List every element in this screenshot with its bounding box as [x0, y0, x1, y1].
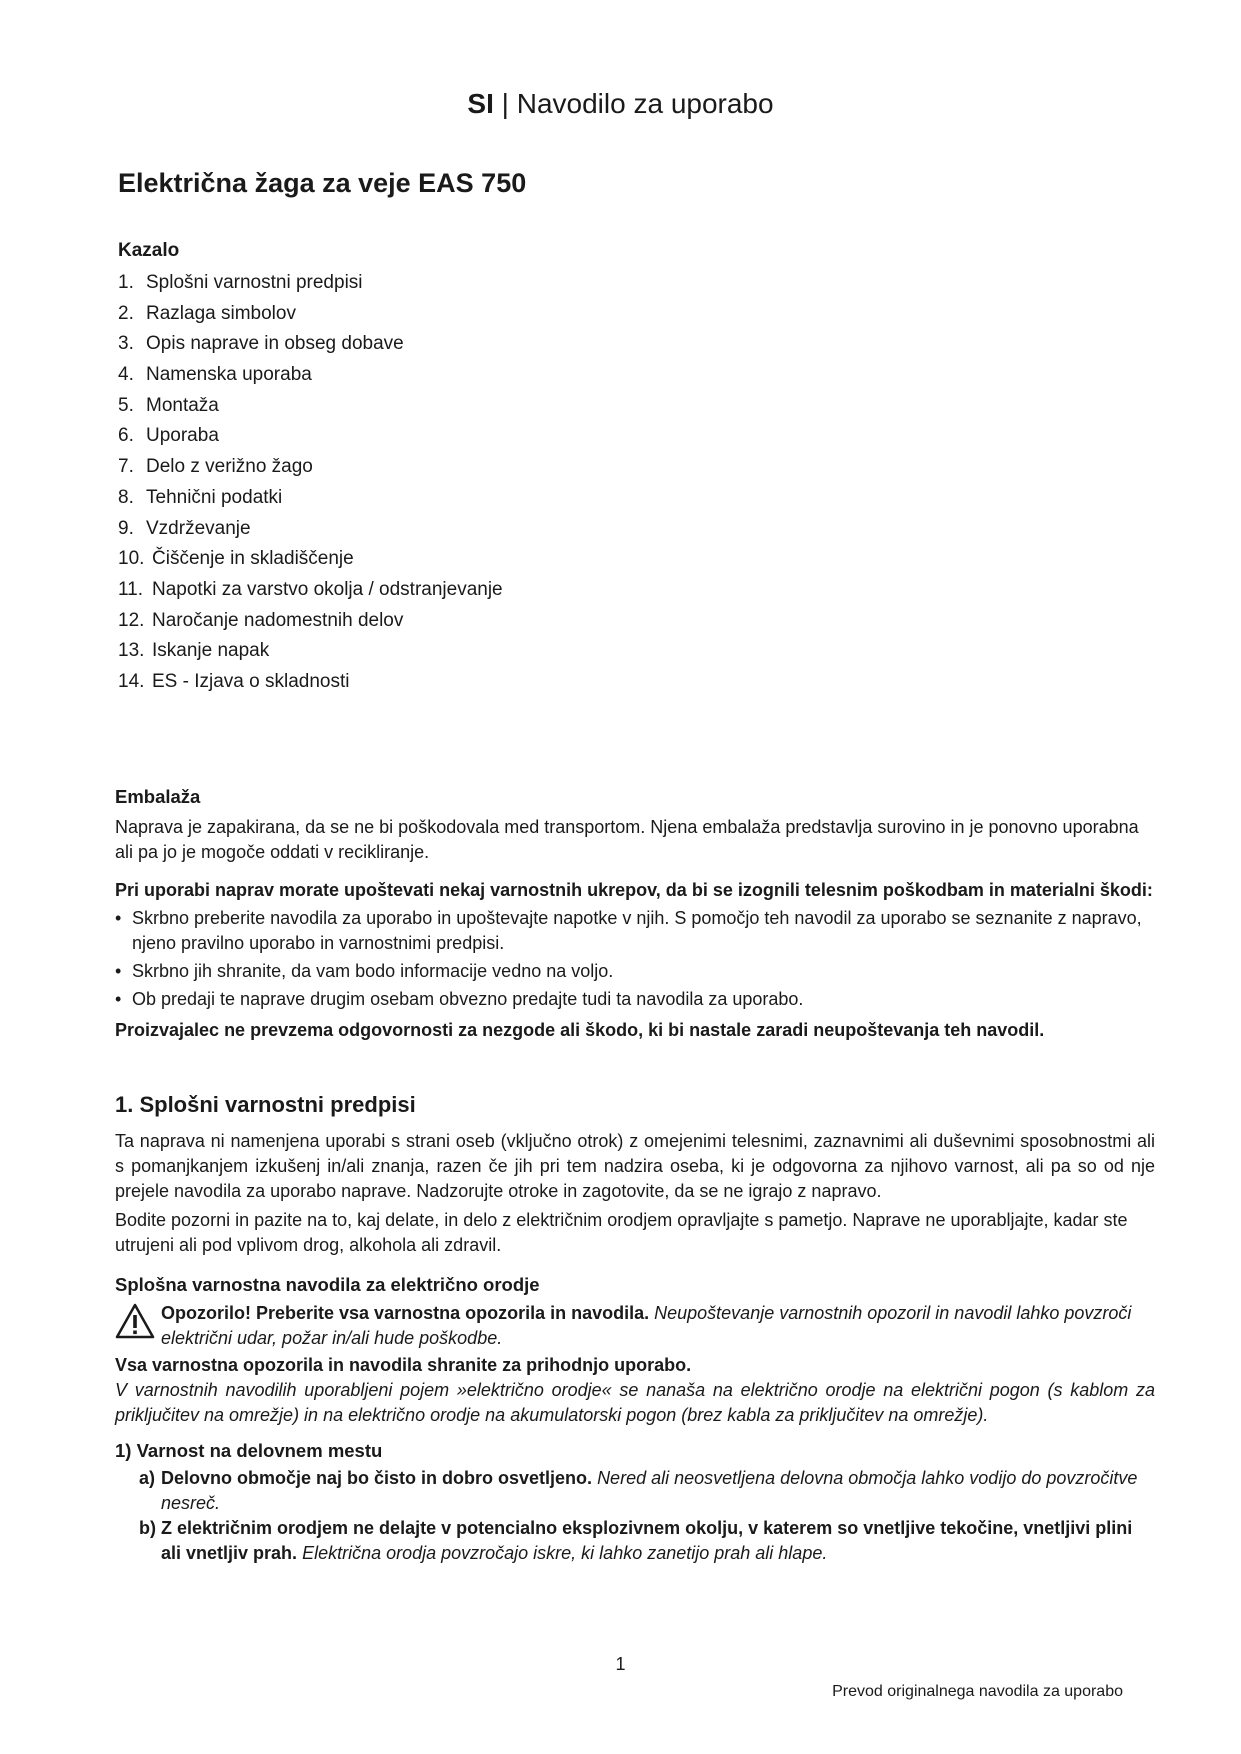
power-tool-safety-heading: Splošna varnostna navodila za električno orodje	[115, 1274, 540, 1295]
page-header	[0, 88, 1241, 120]
toc-item-number: 12.	[118, 609, 145, 631]
toc-heading: Kazalo	[118, 240, 180, 261]
toc-item-number: 1.	[118, 272, 134, 293]
toc-item-number: 13.	[118, 640, 145, 662]
keep-instructions-text: Vsa varnostna opozorila in navodila shranite za prihodnjo uporabo.	[115, 1355, 692, 1375]
toc-item	[118, 329, 503, 360]
toc-item	[118, 391, 503, 422]
toc-item-label: Opis naprave in obseg dobave	[146, 333, 404, 355]
workplace-item-a	[115, 1466, 1155, 1516]
toc-item	[118, 360, 503, 391]
item-b-label: b)	[139, 1518, 156, 1538]
packaging-section	[115, 784, 1155, 865]
safety-bullet-3: • Ob predaji te naprave drugim osebam obvezno predajte tudi ta navodila za uporabo.	[115, 987, 1155, 1012]
toc-item	[118, 667, 503, 698]
warning-triangle-icon	[115, 1303, 155, 1339]
item-a-label: a)	[139, 1468, 156, 1488]
section-1-paragraph-2: Bodite pozorni in pazite na to, kaj delate, in delo z električnim orodjem opravljajte s pametjo. Naprave ne uporabljajte, kadar ste utrujeni ali pod vplivom drog, alkohola ali zdravil.	[115, 1210, 1128, 1255]
toc-item-label: Čiščenje in skladiščenje	[152, 548, 354, 570]
toc-item-number: 9.	[118, 517, 134, 539]
toc-item-number: 2.	[118, 302, 134, 324]
item-a-italic: Nered ali neosvetljena delovna območja lahko vodijo do povzročitve nesreč.	[161, 1468, 1138, 1513]
safety-bullet-1: • Skrbno preberite navodila za uporabo in upoštevajte napotke v njih. S pomočjo teh navodil za uporabo se seznanite z napravo, njeno pravilno uporabo in varnostnimi predpisi.	[115, 906, 1155, 956]
toc-item	[118, 636, 503, 667]
toc-item	[118, 514, 503, 545]
toc-item-label: Iskanje napak	[152, 640, 270, 662]
toc-item	[118, 452, 503, 483]
power-tool-definition: V varnostnih navodilih uporabljeni pojem »električno orodje« se nanaša na električno orodje na električni pogon (s kablom za priključitev na omrežje) in na električno orodje na akumulatorski pogon (brez kabla za priključitev na omrežje).	[115, 1380, 1155, 1425]
toc-item-label: Delo z verižno žago	[146, 456, 313, 478]
manufacturer-disclaimer: Proizvajalec ne prevzema odgovornosti za nezgode ali škodo, ki bi nastale zaradi neupoštevanja teh navodil.	[115, 1020, 1045, 1040]
toc-item	[118, 421, 503, 452]
toc-item-label: Naročanje nadomestnih delov	[152, 609, 404, 631]
warning-block	[115, 1301, 1155, 1351]
header-title: Navodilo za uporabo	[516, 88, 774, 119]
safety-intro-lead: Pri uporabi naprav morate upoštevati nekaj varnostnih ukrepov, da bi se izognili telesnim poškodbam in materialni škodi:	[115, 880, 1153, 900]
language-code: SI	[467, 88, 494, 119]
toc-item-number: 7.	[118, 456, 134, 478]
toc-item-label: Montaža	[146, 394, 219, 416]
toc-item	[118, 299, 503, 330]
toc-item	[118, 544, 503, 575]
packaging-heading: Embalaža	[115, 786, 201, 807]
toc-item-number: 10.	[118, 548, 145, 570]
toc-item-label: Uporaba	[146, 425, 219, 447]
footer-note: Prevod originalnega navodila za uporabo	[832, 1683, 1123, 1700]
section-1-paragraph-1: Ta naprava ni namenjena uporabi s strani oseb (vključno otrok) z omejenimi telesnimi, zaznavnimi ali duševnimi sposobnostmi ali s pomanjkanjem izkušenj in/ali znanja, razen če jih pri tem nadzira oseba, ki je odgovorna za njihovo varnost, ali pa so od nje prejele navodila za uporabo naprave. Nadzorujte otroke in zagotovite, da se ne igrajo z napravo.	[115, 1131, 1155, 1201]
toc-item-label: Namenska uporaba	[146, 364, 312, 386]
safety-intro-section	[115, 878, 1155, 1043]
toc-item-number: 4.	[118, 364, 134, 386]
section-1-heading: 1. Splošni varnostni predpisi	[115, 1092, 416, 1117]
toc-item-label: Napotki za varstvo okolja / odstranjevanje	[152, 578, 503, 600]
toc-item-label: ES - Izjava o skladnosti	[152, 670, 350, 692]
toc-item	[118, 268, 503, 299]
section-1	[115, 1092, 1155, 1566]
toc-item-label: Vzdrževanje	[146, 517, 251, 539]
warning-italic-text: Neupoštevanje varnostnih opozoril in navodil lahko povzroči električni udar, požar in/ali hude poškodbe.	[161, 1303, 1132, 1348]
toc-item-number: 11.	[118, 578, 144, 600]
document-title: Električna žaga za veje EAS 750	[118, 168, 527, 198]
item-a-bold: Delovno območje naj bo čisto in dobro osvetljeno.	[161, 1468, 593, 1488]
toc-item-number: 3.	[118, 333, 134, 355]
table-of-contents	[118, 268, 503, 698]
toc-item-number: 14.	[118, 670, 145, 692]
item-b-italic: Električna orodja povzročajo iskre, ki lahko zanetijo prah ali hlape.	[302, 1543, 828, 1563]
packaging-text: Naprava je zapakirana, da se ne bi poškodovala med transportom. Njena embalaža predstavlja surovino in je ponovno uporabna ali pa jo je mogoče oddati v recikliranje.	[115, 817, 1139, 862]
toc-item-label: Splošni varnostni predpisi	[146, 272, 363, 293]
item-b-bold: Z električnim orodjem ne delajte v potencialno eksplozivnem okolju, v katerem so vnetljive tekočine, vnetljivi plini ali vnetljiv prah.	[161, 1518, 1133, 1563]
toc-item	[118, 575, 503, 606]
warning-bold-text: Opozorilo! Preberite vsa varnostna opozorila in navodila.	[161, 1303, 650, 1323]
toc-item-number: 8.	[118, 486, 134, 508]
header-separator: |	[493, 88, 517, 119]
page-number: 1	[615, 1654, 626, 1674]
workplace-safety-heading: 1) Varnost na delovnem mestu	[115, 1440, 383, 1461]
safety-bullet-2: • Skrbno jih shranite, da vam bodo informacije vedno na voljo.	[115, 959, 1155, 984]
toc-item	[118, 606, 503, 637]
toc-item-number: 5.	[118, 394, 134, 416]
toc-item-number: 6.	[118, 425, 134, 447]
toc-item-label: Tehnični podatki	[146, 486, 283, 508]
workplace-item-b	[115, 1516, 1155, 1566]
toc-item-label: Razlaga simbolov	[146, 302, 296, 324]
toc-item	[118, 483, 503, 514]
